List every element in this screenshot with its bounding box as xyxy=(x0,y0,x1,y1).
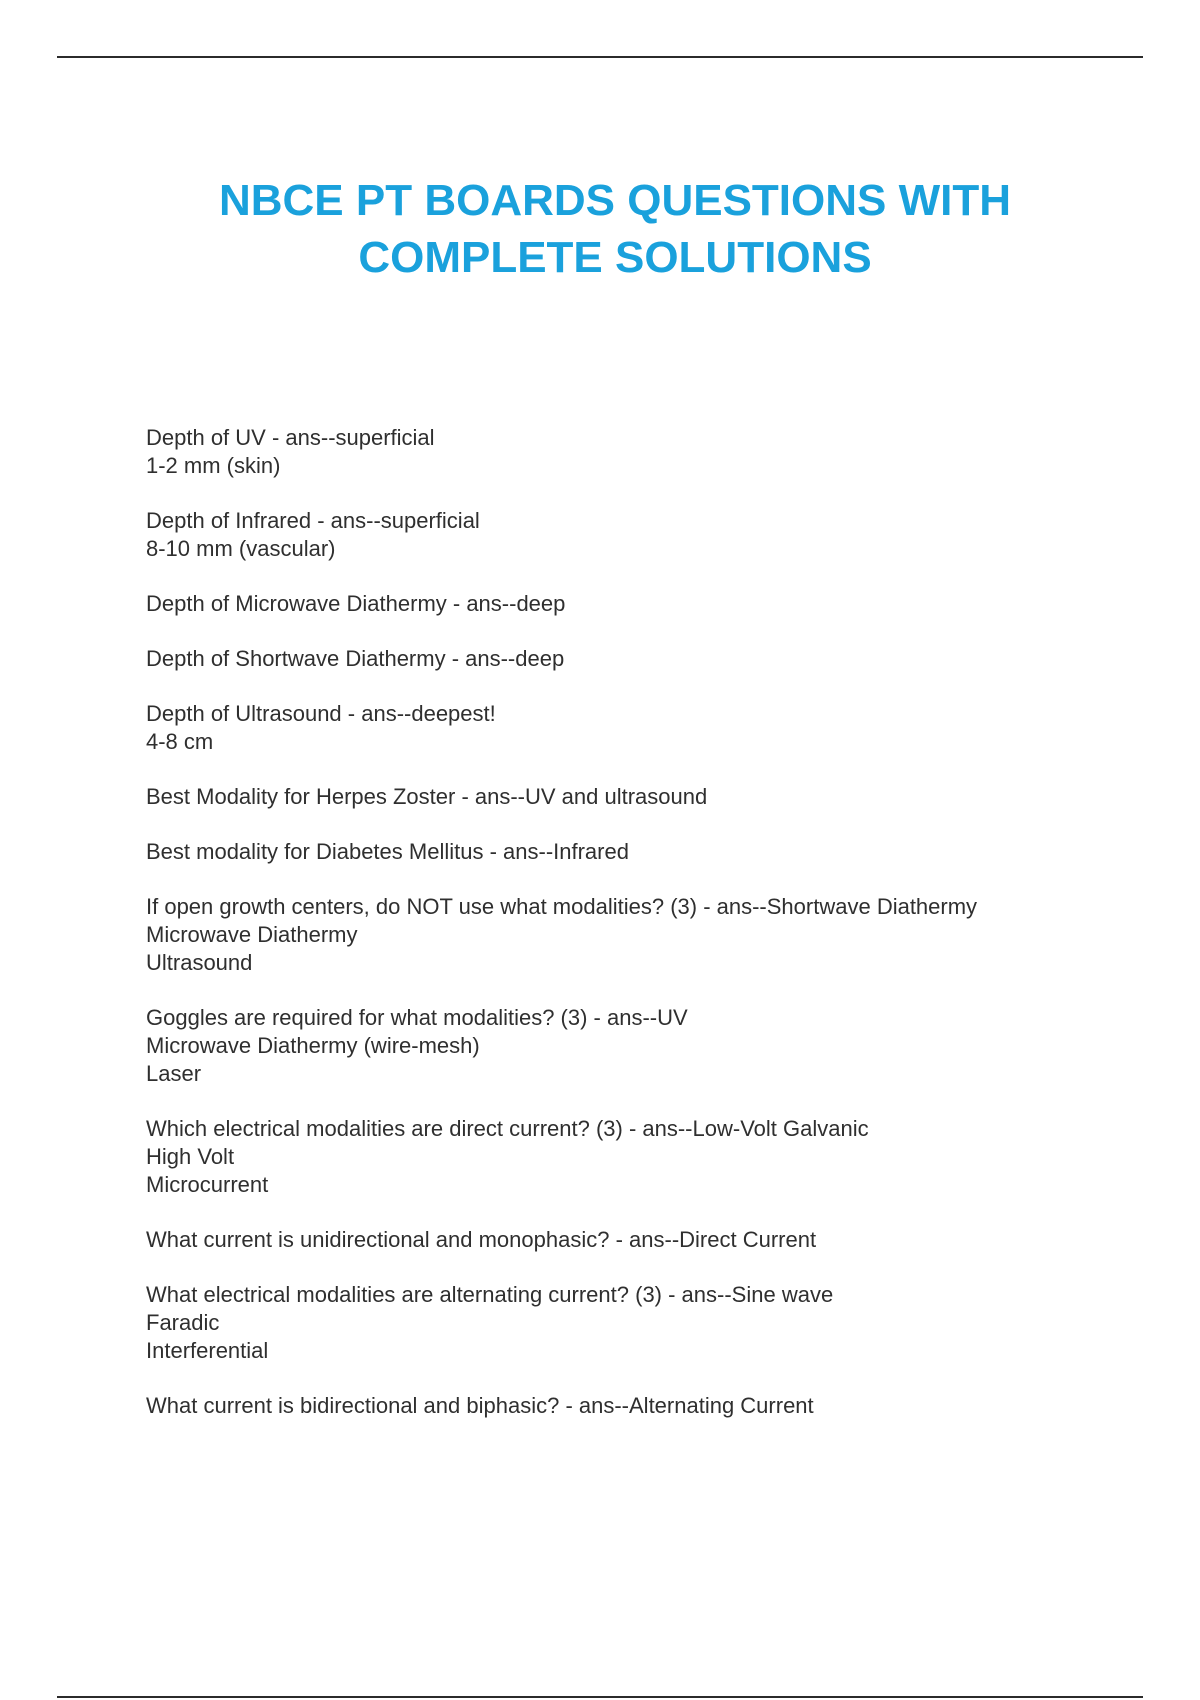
qa-entry xyxy=(146,507,1146,563)
qa-entry xyxy=(146,1226,1146,1254)
qa-question-answer: Best modality for Diabetes Mellitus - ans--Infrared xyxy=(146,839,629,864)
qa-entry xyxy=(146,645,1146,673)
qa-entry xyxy=(146,590,1146,618)
qa-answer-continuation: Ultrasound xyxy=(146,950,253,975)
document-title xyxy=(120,172,1110,286)
qa-answer-continuation: Faradic xyxy=(146,1310,220,1335)
qa-question-answer: Depth of Microwave Diathermy - ans--deep xyxy=(146,591,566,616)
qa-answer-continuation: 4-8 cm xyxy=(146,729,214,754)
qa-question-answer: Depth of Shortwave Diathermy - ans--deep xyxy=(146,646,565,671)
qa-answer-continuation: Interferential xyxy=(146,1338,269,1363)
qa-entry xyxy=(146,838,1146,866)
qa-answer-continuation: Laser xyxy=(146,1061,202,1086)
qa-question-answer: Goggles are required for what modalities? (3) - ans--UV xyxy=(146,1005,688,1030)
qa-entry xyxy=(146,1115,1146,1199)
qa-entry xyxy=(146,700,1146,756)
qa-question-answer: If open growth centers, do NOT use what modalities? (3) - ans--Shortwave Diathermy xyxy=(146,894,978,919)
qa-question-answer: Depth of UV - ans--superficial xyxy=(146,425,435,450)
qa-question-answer: Depth of Ultrasound - ans--deepest! xyxy=(146,701,496,726)
qa-answer-continuation: High Volt xyxy=(146,1144,235,1169)
qa-question-answer: Best Modality for Herpes Zoster - ans--UV and ultrasound xyxy=(146,784,708,809)
qa-question-answer: What electrical modalities are alternating current? (3) - ans--Sine wave xyxy=(146,1282,834,1307)
qa-entry xyxy=(146,893,1146,977)
qa-answer-continuation: Microwave Diathermy (wire-mesh) xyxy=(146,1033,480,1058)
qa-entry xyxy=(146,1281,1146,1365)
qa-entry xyxy=(146,783,1146,811)
qa-answer-continuation: 1-2 mm (skin) xyxy=(146,453,281,478)
top-rule xyxy=(57,56,1143,58)
bottom-rule xyxy=(57,1696,1143,1698)
title-line: NBCE PT BOARDS QUESTIONS WITH xyxy=(218,176,1012,225)
qa-entry xyxy=(146,1392,1146,1420)
qa-answer-continuation: 8-10 mm (vascular) xyxy=(146,536,336,561)
qa-question-answer: Depth of Infrared - ans--superficial xyxy=(146,508,480,533)
qa-question-answer: Which electrical modalities are direct current? (3) - ans--Low-Volt Galvanic xyxy=(146,1116,869,1141)
qa-list xyxy=(146,424,1146,1447)
qa-answer-continuation: Microwave Diathermy xyxy=(146,922,358,947)
qa-question-answer: What current is bidirectional and biphasic? - ans--Alternating Current xyxy=(146,1393,814,1418)
title-line: COMPLETE SOLUTIONS xyxy=(358,233,872,282)
qa-entry xyxy=(146,424,1146,480)
qa-answer-continuation: Microcurrent xyxy=(146,1172,269,1197)
qa-question-answer: What current is unidirectional and monophasic? - ans--Direct Current xyxy=(146,1227,817,1252)
qa-entry xyxy=(146,1004,1146,1088)
